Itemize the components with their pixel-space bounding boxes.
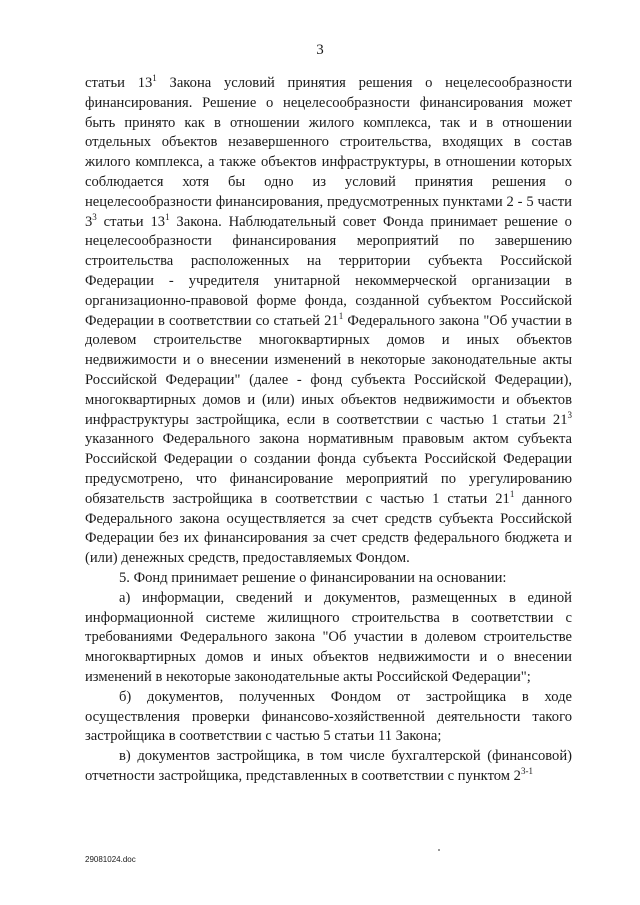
text-run: а) информации, сведений и документов, размещенных в единой информационной системе жилищного строительства в соответствии с требованиями Федерального закона "Об участии в долевом строительстве многоквартирных домов и иных объектов недвижимости и о внесении изменений в некоторые законодательные акты Российской Федерации";: [85, 589, 572, 685]
superscript-marker: 1: [165, 211, 170, 222]
superscript-marker: 1: [509, 488, 515, 499]
text-run: Федерального закона "Об участии в долевом строительстве многоквартирных домов и иных объектов недвижимости и о внесении изменений в некоторые законодательные акты Российской Федерации" (далее - фонд субъекта Российской Федерации), многоквартирных домов и (или) иных объектов недвижимости и объектов инфраструктуры застройщика, если в соответствии с частью 1 статьи 21: [85, 312, 572, 428]
text-run: 5. Фонд принимает решение о финансировании на основании:: [119, 569, 507, 586]
text-run: в) документов застройщика, в том числе бухгалтерской (финансовой) отчетности застройщика, представленных в соответствии с пунктом 2: [85, 748, 572, 784]
superscript-marker: 3-1: [520, 765, 533, 776]
superscript-marker: 3: [567, 409, 572, 420]
text-run: статьи 13: [96, 213, 166, 230]
text-run: данного Федерального закона осуществляется за счет средств субъекта Российской Федерации без их финансирования за счет средств федерального бюджета и (или) денежных средств, предоставляемых Фондом.: [85, 490, 572, 567]
paragraph-4: [85, 688, 572, 747]
document-filename: 29081024.doc: [85, 855, 136, 864]
paragraph-5: [85, 747, 572, 787]
page-number: 3: [316, 42, 324, 58]
paragraph-1: [85, 74, 572, 569]
text-run: Закона условий принятия решения о нецелесообразности финансирования. Решение о нецелесообразности финансирования может быть принято как в отношении жилого комплекса, так и в отношении отдельных объектов незавершенного строительства, входящих в состав жилого комплекса, а также объектов инфраструктуры, в отношении которых соблюдается хотя бы одно из условий принятия решения о нецелесообразности финансирования, предусмотренных пунктами 2 - 5 части 3: [85, 75, 573, 230]
scan-speck: [438, 849, 440, 851]
superscript-marker: 1: [338, 310, 344, 321]
text-run: указанного Федерального закона нормативным правовым актом субъекта Российской Федерации о создании фонда субъекта Российской Федерации предусмотрено, что финансирование мероприятий по урегулированию обязательств застройщика в соответствии с частью 1 статьи 21: [85, 431, 572, 507]
paragraph-3: [85, 589, 572, 688]
text-run: Закона. Наблюдательный совет Фонда принимает решение о нецелесообразности финансирования мероприятий по завершению строительства расположенных на территории субъекта Российской Федерации - учредителя унитарной некоммерческой организации в организационно-правовой форме фонда, созданной субъектом Российской Федерации в соответствии со статьей 21: [85, 213, 572, 329]
superscript-marker: 3: [92, 211, 97, 222]
text-run: статьи 13: [85, 75, 153, 91]
superscript-marker: 1: [152, 73, 157, 83]
paragraph-2: [85, 569, 572, 589]
document-body: [85, 74, 572, 787]
text-run: б) документов, полученных Фондом от застройщика в ходе осуществления проверки финансово-хозяйственной деятельности такого застройщика в соответствии с частью 5 статьи 11 Закона;: [85, 688, 572, 745]
